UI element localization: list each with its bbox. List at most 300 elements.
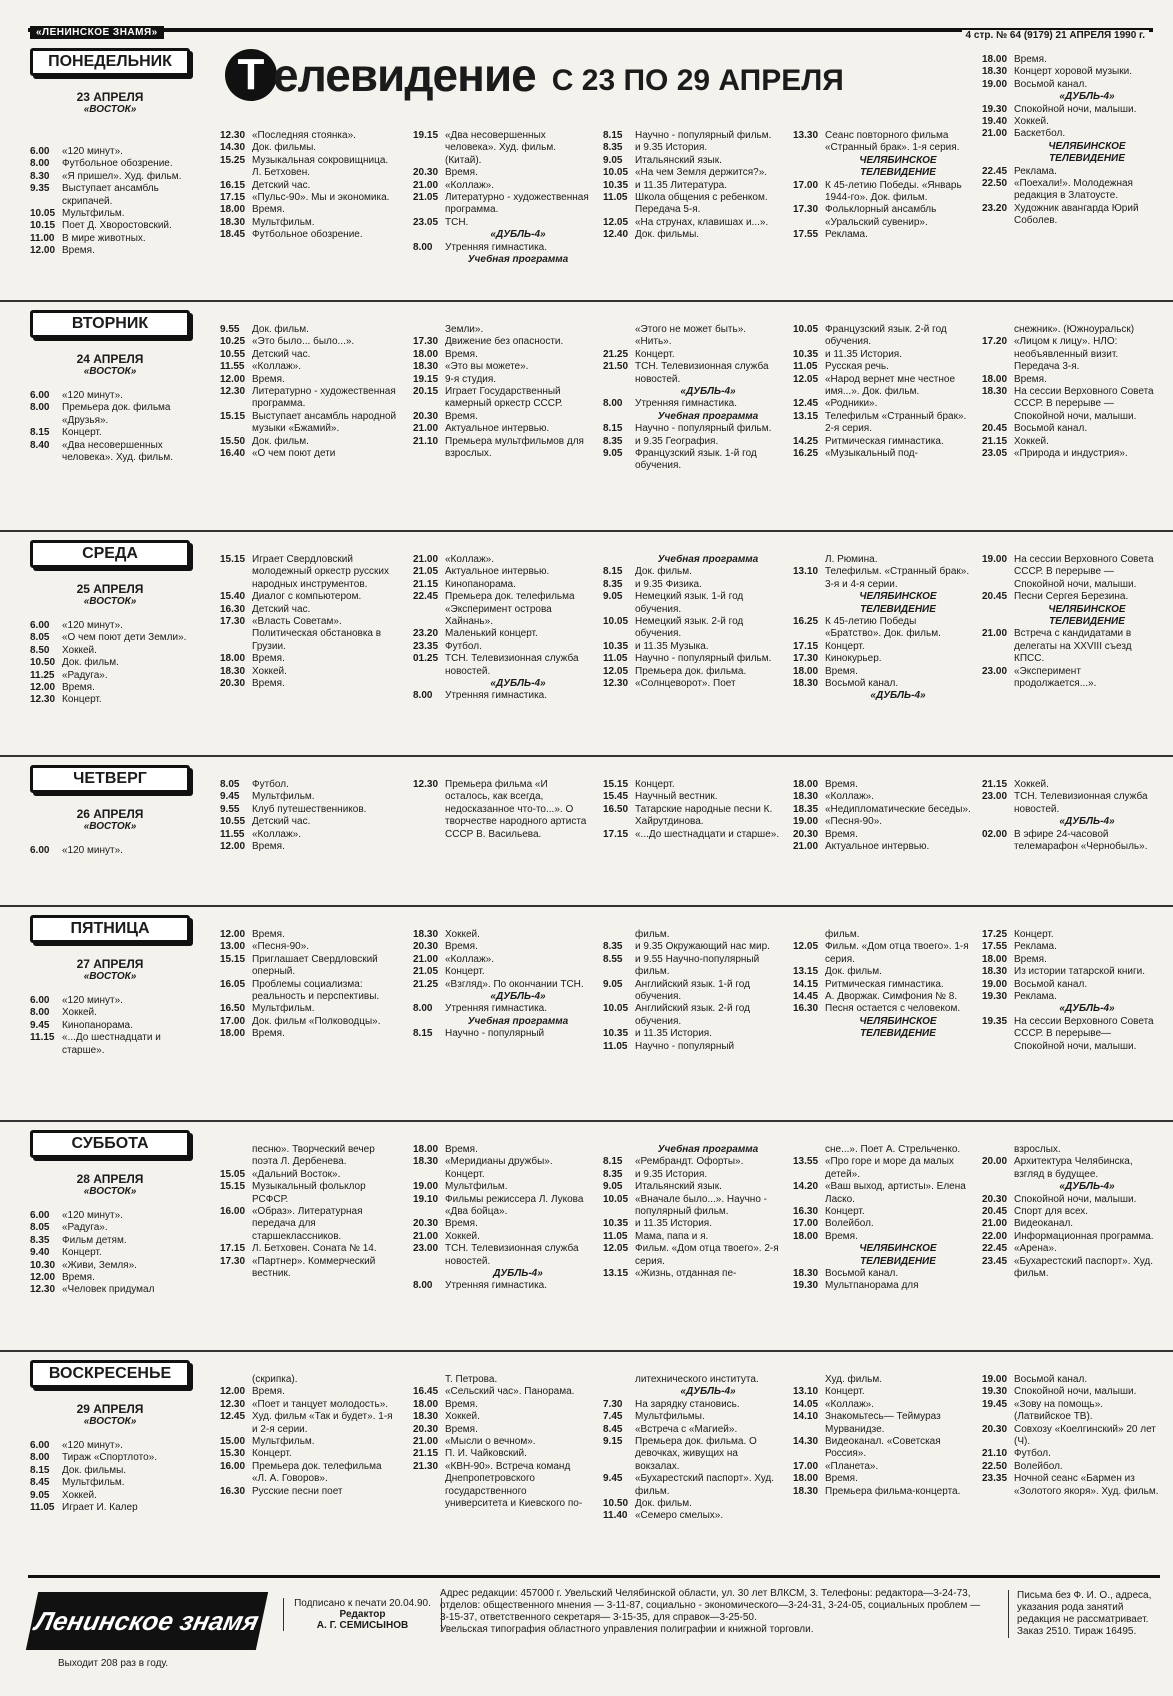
program-entry xyxy=(30,233,200,245)
program-title: Восьмой канал. xyxy=(1014,1374,1088,1385)
program-entry xyxy=(603,641,781,653)
program-entry xyxy=(982,1256,1160,1281)
program-time: 12.00 xyxy=(30,245,56,257)
program-entry xyxy=(413,167,591,179)
program-entry xyxy=(603,1041,781,1053)
program-entry xyxy=(30,682,200,694)
program-time: 12.05 xyxy=(603,665,629,677)
program-title: Баскетбол. xyxy=(1014,128,1066,140)
program-title: Время. xyxy=(252,841,285,853)
program-entry xyxy=(30,1260,200,1272)
program-title: В эфире 24-часовой телемарафон «Чернобыль». xyxy=(1014,828,1148,853)
program-entry xyxy=(413,690,591,702)
program-entry xyxy=(793,1231,971,1243)
program-time xyxy=(413,254,445,266)
program-title: Хоккей. xyxy=(1014,116,1049,128)
program-time: 18.30 xyxy=(982,386,1008,398)
program-title: и 9.35 Физика. xyxy=(635,578,702,590)
program-title: Премьера фильма «И осталось, как всегда, недосказанное что-то...». О творчестве народного артиста СССР В. Васильева. xyxy=(445,779,587,840)
program-time: 19.40 xyxy=(982,116,1008,128)
schedule-column xyxy=(30,1440,200,1514)
program-entry xyxy=(603,1194,781,1219)
program-time: 10.35 xyxy=(603,1218,629,1230)
day-label xyxy=(30,1360,190,1427)
program-time: 17.15 xyxy=(220,1243,246,1255)
program-title: и 11.35 Музыка. xyxy=(635,640,709,652)
program-entry xyxy=(413,1028,591,1040)
program-entry xyxy=(793,929,971,941)
program-time xyxy=(413,678,445,690)
program-time xyxy=(982,141,1014,166)
schedule-column xyxy=(220,1374,398,1498)
program-title: Актуальное интервью. xyxy=(445,423,550,435)
program-entry xyxy=(220,1028,398,1040)
program-title: ЧЕЛЯБИНСКОЕ ТЕЛЕВИДЕНИЕ xyxy=(859,154,937,179)
program-time: 18.00 xyxy=(793,665,819,677)
program-title: Хоккей. xyxy=(62,1007,97,1019)
program-time: 8.15 xyxy=(413,1028,433,1040)
program-title: «Я пришел». Худ. фильм. xyxy=(62,170,182,182)
program-time: 21.00 xyxy=(982,128,1008,140)
program-time: 12.40 xyxy=(603,229,629,241)
program-entry xyxy=(30,632,200,644)
program-title: Детский час. xyxy=(252,816,311,828)
program-title: Немецкий язык. 1-й год обучения. xyxy=(635,591,744,615)
program-title: ТСН. Телевизионная служба новостей. xyxy=(1014,791,1148,815)
program-entry xyxy=(413,1386,591,1398)
program-time: 10.05 xyxy=(603,1193,629,1205)
program-title: Т. Петрова. xyxy=(445,1374,498,1385)
program-title: Видеоканал. «Советская Россия». xyxy=(825,1436,941,1460)
program-title: Мультпанорама для xyxy=(825,1280,919,1292)
program-time: 8.05 xyxy=(30,1222,50,1234)
schedule-column xyxy=(982,324,1160,460)
program-entry xyxy=(220,1448,398,1460)
program-time: 18.30 xyxy=(413,1411,439,1423)
program-time: 21.25 xyxy=(413,978,439,990)
day-section xyxy=(0,755,1173,907)
program-title: Маленький концерт. xyxy=(445,628,538,640)
program-title: и 11.35 История. xyxy=(635,1028,712,1040)
program-title: Кинопанорама. xyxy=(62,1019,133,1031)
program-entry xyxy=(793,374,971,399)
program-title: «120 минут». xyxy=(62,620,123,631)
program-entry xyxy=(30,220,200,232)
program-time: 17.55 xyxy=(982,941,1008,953)
program-time: 8.30 xyxy=(30,170,50,182)
program-time: 21.00 xyxy=(413,423,439,435)
program-entry xyxy=(220,604,398,616)
program-time: 18.00 xyxy=(793,1230,819,1242)
channel-name: «ВОСТОК» xyxy=(83,821,137,832)
program-time xyxy=(413,991,445,1003)
program-title: «120 минут». xyxy=(62,390,123,401)
program-title: Мультфильм. xyxy=(252,1003,315,1015)
program-entry xyxy=(982,1448,1160,1460)
program-title: Из истории татарской книги. xyxy=(1014,966,1145,978)
program-time xyxy=(982,91,1014,103)
program-entry xyxy=(30,1440,200,1452)
program-time: 15.15 xyxy=(220,953,246,965)
program-entry xyxy=(603,1028,781,1040)
program-entry xyxy=(603,1510,781,1522)
program-time: 15.40 xyxy=(220,591,246,603)
program-entry xyxy=(413,991,591,1003)
program-time xyxy=(982,816,1014,828)
program-time: 13.30 xyxy=(793,130,819,141)
program-time: 8.35 xyxy=(30,1234,50,1246)
program-title: Утренняя гимнастика. xyxy=(445,241,548,253)
program-title: «ДУБЛЬ-4» xyxy=(1059,91,1115,103)
page-title: елевидение xyxy=(273,49,536,101)
program-entry xyxy=(982,116,1160,128)
program-entry xyxy=(603,1436,781,1473)
program-time: 21.15 xyxy=(982,779,1008,790)
program-title: Выступает ансамбль скрипачей. xyxy=(62,183,159,207)
program-entry xyxy=(413,641,591,653)
program-entry xyxy=(603,1003,781,1028)
program-entry xyxy=(793,829,971,841)
program-title: и 9.35 История. xyxy=(635,1168,708,1180)
program-time: 02.00 xyxy=(982,828,1008,840)
program-time: 11.05 xyxy=(603,653,628,665)
day-name-badge: СРЕДА xyxy=(30,540,190,568)
program-title: Спокойной ночи, малыши. xyxy=(1014,1386,1137,1398)
program-time: 8.15 xyxy=(603,1156,623,1168)
program-title: Время. xyxy=(825,1473,858,1485)
program-entry xyxy=(30,1007,200,1019)
program-time: 8.00 xyxy=(30,1007,50,1019)
program-entry xyxy=(220,1256,398,1281)
schedule-column xyxy=(982,54,1160,228)
program-time: 8.00 xyxy=(30,1452,50,1464)
program-title: Время. xyxy=(252,373,285,385)
program-entry xyxy=(603,155,781,167)
day-label xyxy=(30,310,190,377)
program-time: 21.50 xyxy=(603,361,629,373)
program-title: Учебная программа xyxy=(657,410,759,422)
program-entry xyxy=(220,436,398,448)
program-time: 17.30 xyxy=(793,204,819,216)
program-time xyxy=(982,324,1014,336)
program-entry xyxy=(793,204,971,229)
program-time: 10.05 xyxy=(603,167,629,179)
program-entry xyxy=(413,423,591,435)
program-time: 23.00 xyxy=(413,1243,439,1255)
program-title: и 9.35 География. xyxy=(635,435,719,447)
program-entry xyxy=(30,1235,200,1247)
program-title: Док. фильм. xyxy=(825,966,882,978)
program-entry xyxy=(220,1386,398,1398)
program-time: 14.30 xyxy=(793,1436,819,1448)
program-title: Л. Рюмина. xyxy=(825,554,878,565)
program-title: А. Дворжак. Симфония № 8. xyxy=(825,991,958,1003)
program-entry xyxy=(413,678,591,690)
program-title: Время. xyxy=(252,1386,285,1398)
program-time: 14.05 xyxy=(793,1398,819,1410)
program-entry xyxy=(220,616,398,653)
program-title: На сессии Верховного Совета СССР. В перерыве—Спокойной ночи, малыши. xyxy=(1014,1015,1154,1052)
program-time: 18.30 xyxy=(413,1156,439,1168)
program-time: 8.15 xyxy=(30,1464,50,1476)
program-entry xyxy=(413,1231,591,1243)
schedule-column xyxy=(793,929,971,1041)
program-entry xyxy=(603,804,781,829)
program-time: 6.00 xyxy=(30,1440,50,1451)
program-time: 10.05 xyxy=(603,616,629,628)
program-title: «Песня-90». xyxy=(252,941,310,953)
program-entry xyxy=(603,1181,781,1193)
program-entry xyxy=(982,1218,1160,1230)
program-entry xyxy=(982,1003,1160,1015)
program-entry xyxy=(793,779,971,791)
program-title: Знакомьтесь— Теймураз Мурванидзе. xyxy=(825,1411,941,1435)
program-entry xyxy=(793,1374,971,1386)
program-title: Премьера док. фильма. xyxy=(635,665,747,677)
program-time: 19.15 xyxy=(413,373,439,385)
program-time: 12.30 xyxy=(220,386,246,398)
schedule-column xyxy=(220,554,398,690)
program-entry xyxy=(603,1411,781,1423)
program-time: 17.00 xyxy=(793,1460,819,1472)
program-time: 18.30 xyxy=(413,929,439,940)
program-title: Ритмическая гимнастика. xyxy=(825,978,944,990)
program-time: 18.30 xyxy=(220,665,246,677)
program-entry xyxy=(982,628,1160,665)
program-entry xyxy=(982,954,1160,966)
program-title: В мире животных. xyxy=(62,232,146,244)
program-time: 17.25 xyxy=(982,929,1008,940)
title-letter: Т xyxy=(225,49,277,101)
program-time: 17.30 xyxy=(793,653,819,665)
program-entry xyxy=(793,1473,971,1485)
program-title: «ДУБЛЬ-4» xyxy=(490,229,546,241)
note-block xyxy=(1008,1590,1167,1638)
program-title: Концерт. xyxy=(62,1247,102,1259)
program-entry xyxy=(30,1020,200,1032)
program-time: 16.05 xyxy=(220,978,246,990)
program-title: ТСН. Телевизионная служба новостей. xyxy=(445,653,579,677)
schedule-column xyxy=(220,130,398,242)
program-title: Татарские народные песни К. Хайрутдинова. xyxy=(635,803,773,828)
program-entry xyxy=(603,180,781,192)
schedule-column xyxy=(413,324,591,460)
program-entry xyxy=(603,579,781,591)
program-time: 21.00 xyxy=(982,628,1008,640)
program-entry xyxy=(982,779,1160,791)
program-title: Премьера док. фильма «Друзья». xyxy=(62,402,171,426)
program-title: Концерт. xyxy=(825,640,865,652)
day-name-badge: ВТОРНИК xyxy=(30,310,190,338)
program-title: «Партнер». Коммерческий вестник. xyxy=(252,1255,376,1280)
program-title: «Вначале было...». Научно - популярный фильм. xyxy=(635,1193,767,1218)
program-title: Тираж «Спортлото». xyxy=(62,1452,157,1464)
program-time xyxy=(220,1374,252,1386)
program-title: Мультфильмы. xyxy=(635,1411,705,1423)
program-time: 14.15 xyxy=(793,978,819,990)
program-title: «Встреча с «Магией». xyxy=(635,1423,738,1435)
schedule-column xyxy=(413,929,591,1041)
schedule-column xyxy=(793,779,971,853)
program-title: Телефильм. «Странный брак». 3-я и 4-я серии. xyxy=(825,566,970,590)
program-time xyxy=(603,1374,635,1386)
program-time: 16.00 xyxy=(220,1460,246,1472)
program-entry xyxy=(220,666,398,678)
program-entry xyxy=(793,1181,971,1206)
program-title: Время. xyxy=(62,682,95,694)
program-time: 15.15 xyxy=(220,410,246,422)
program-title: «Коллаж». xyxy=(825,791,874,803)
program-time: 10.25 xyxy=(220,336,246,348)
program-title: снежник». (Южноуральск) xyxy=(1014,324,1135,335)
program-time: 16.50 xyxy=(603,803,629,815)
program-entry xyxy=(30,1032,200,1057)
program-entry xyxy=(603,1169,781,1181)
program-entry xyxy=(982,1206,1160,1218)
program-title: Время. xyxy=(445,1398,478,1410)
program-time: 8.05 xyxy=(30,632,50,644)
program-time: 8.55 xyxy=(603,953,623,965)
program-title: Научный вестник. xyxy=(635,791,718,803)
program-title: Док. фильмы. xyxy=(62,1464,127,1476)
program-entry xyxy=(220,229,398,241)
program-entry xyxy=(413,1218,591,1230)
program-time xyxy=(603,929,635,941)
program-time: 14.25 xyxy=(793,435,819,447)
program-title: К 45-летию Победы. «Январь 1944-го». Док. фильм. xyxy=(825,179,962,204)
schedule-column xyxy=(220,929,398,1041)
program-time: 18.45 xyxy=(220,229,246,241)
program-time: 17.00 xyxy=(793,1218,819,1230)
program-entry xyxy=(220,1374,398,1386)
program-entry xyxy=(220,954,398,979)
program-entry xyxy=(30,995,200,1007)
program-title: Премьера док. телефильма «Л. А. Говоров». xyxy=(252,1460,382,1485)
program-entry xyxy=(220,180,398,192)
program-title: К 45-летию Победы «Братство». Док. фильм. xyxy=(825,616,941,640)
program-entry xyxy=(220,361,398,373)
schedule-column xyxy=(982,554,1160,690)
program-title: Время. xyxy=(62,1272,95,1284)
program-time: 12.00 xyxy=(30,682,56,694)
program-time: 10.35 xyxy=(603,1028,629,1040)
program-time: 10.35 xyxy=(603,179,629,191)
program-time: 7.45 xyxy=(603,1411,623,1423)
program-time: 8.00 xyxy=(413,1003,433,1015)
program-entry xyxy=(413,1448,591,1460)
program-title: Английский язык. 1-й год обучения. xyxy=(635,978,750,1003)
program-title: «Солнцеворот». Поет xyxy=(635,678,736,690)
program-entry xyxy=(30,1247,200,1259)
program-entry xyxy=(30,171,200,183)
program-title: Фольклорный ансамбль «Уральский сувенир». xyxy=(825,204,937,228)
program-title: Футбол. xyxy=(252,779,289,790)
program-entry xyxy=(603,591,781,616)
program-entry xyxy=(603,386,781,398)
program-time: 18.30 xyxy=(793,1485,819,1497)
program-title: Совхозу «Коелгинский» 20 лет (Ч). xyxy=(1014,1423,1156,1448)
program-title: «Власть Советам». Политическая обстановка в Грузии. xyxy=(252,616,382,652)
program-title: Итальянский язык. xyxy=(635,154,722,166)
program-title: Док. фильм. xyxy=(252,324,309,335)
program-time: 16.00 xyxy=(220,1206,246,1218)
program-time: 21.05 xyxy=(413,566,439,578)
program-entry xyxy=(413,941,591,953)
program-time: 8.15 xyxy=(30,427,50,439)
program-time xyxy=(793,1374,825,1386)
day-date: 25 АПРЕЛЯ xyxy=(76,582,144,596)
program-entry xyxy=(603,1156,781,1168)
program-title: Концерт. xyxy=(825,1386,865,1398)
program-time: 23.20 xyxy=(982,202,1008,214)
program-title: фильм. xyxy=(825,929,860,940)
program-time: 14.20 xyxy=(793,1181,819,1193)
program-entry xyxy=(603,954,781,979)
program-entry xyxy=(413,1424,591,1436)
program-time: 9.05 xyxy=(603,448,623,460)
program-title: Детский час. xyxy=(252,179,311,191)
program-entry xyxy=(793,130,971,155)
program-time: 11.25 xyxy=(30,669,55,681)
order-info: Заказ 2510. Тираж 16495. xyxy=(1017,1626,1137,1637)
program-entry xyxy=(982,1194,1160,1206)
program-title: Время. xyxy=(825,779,858,790)
program-title: Информационная программа. xyxy=(1014,1230,1154,1242)
program-entry xyxy=(982,791,1160,816)
program-title: Время. xyxy=(252,929,285,940)
program-time: 23.05 xyxy=(413,216,439,228)
program-entry xyxy=(413,336,591,348)
schedule-column xyxy=(30,146,200,258)
program-entry xyxy=(793,966,971,978)
program-time: 01.25 xyxy=(413,653,439,665)
program-title: «Этого не может быть». «Нить». xyxy=(635,324,747,348)
program-title: и 11.35 История. xyxy=(825,348,902,360)
program-title: «Жизнь, отданная пе- xyxy=(635,1268,737,1280)
program-entry xyxy=(413,436,591,461)
date-range: С 23 ПО 29 АПРЕЛЯ xyxy=(551,64,844,97)
program-entry xyxy=(793,1399,971,1411)
program-entry xyxy=(220,1461,398,1486)
program-entry xyxy=(603,1424,781,1436)
program-time: 18.35 xyxy=(793,803,819,815)
program-title: Время. xyxy=(825,665,858,677)
program-title: Научно - популярный фильм. xyxy=(635,130,772,141)
program-entry xyxy=(603,411,781,423)
program-title: Поет Д. Хворостовский. xyxy=(62,220,172,232)
program-entry xyxy=(413,180,591,192)
program-time: 14.10 xyxy=(793,1411,819,1423)
program-entry xyxy=(30,1222,200,1234)
program-title: Научно - популярный фильм. xyxy=(635,653,772,665)
program-time: 20.30 xyxy=(413,167,439,179)
program-title: Мультфильм. xyxy=(252,791,315,803)
program-title: Реклама. xyxy=(825,229,868,241)
program-title: Волейбол. xyxy=(1014,1460,1063,1472)
program-entry xyxy=(30,158,200,170)
program-time: 18.00 xyxy=(793,1473,819,1485)
schedule-column xyxy=(413,130,591,266)
program-entry xyxy=(220,841,398,853)
program-title: «ДУБЛЬ-4» xyxy=(1059,1003,1115,1015)
program-entry xyxy=(793,436,971,448)
program-entry xyxy=(413,554,591,566)
program-entry xyxy=(413,411,591,423)
program-entry xyxy=(982,604,1160,629)
program-entry xyxy=(413,349,591,361)
program-time: 20.45 xyxy=(982,591,1008,603)
program-entry xyxy=(982,374,1160,386)
